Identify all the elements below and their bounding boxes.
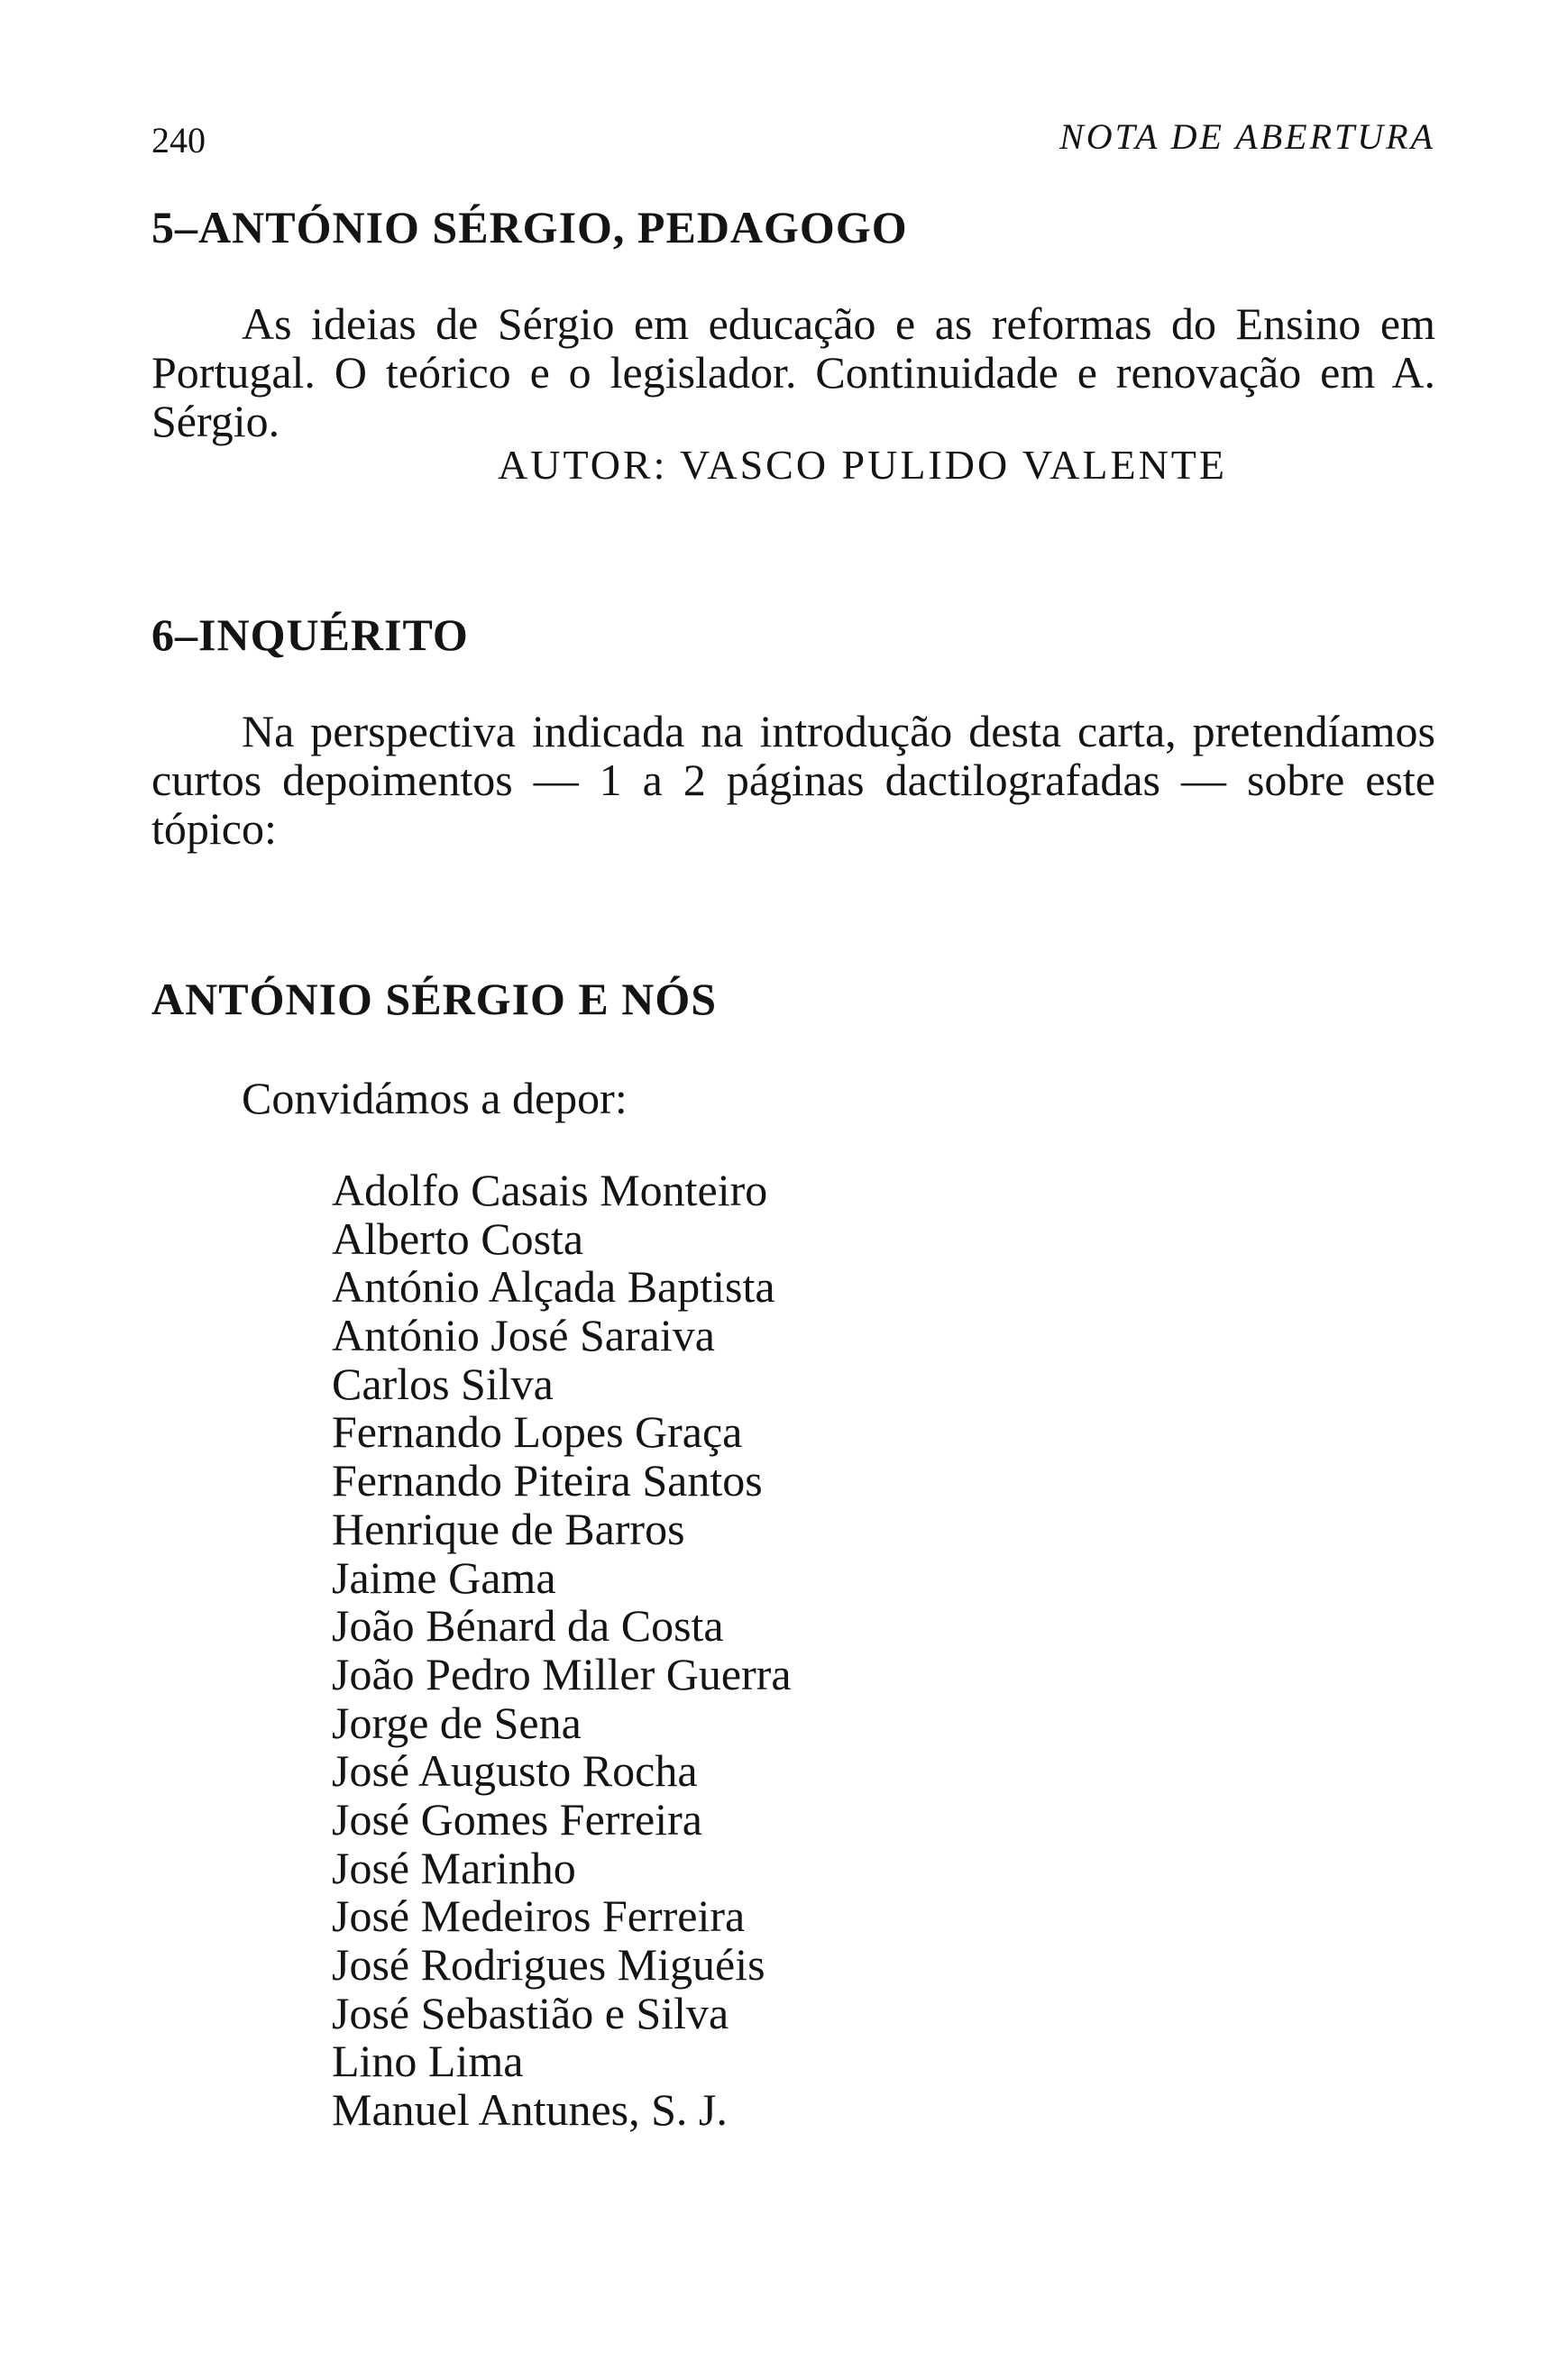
section-6-heading: 6–INQUÉRITO: [151, 609, 469, 660]
invitee-name: António Alçada Baptista: [332, 1261, 775, 1313]
invitee-name: Jorge de Sena: [332, 1697, 582, 1748]
invitee-list: [332, 1167, 792, 2135]
invite-label: Convidámos a depor:: [242, 1073, 628, 1123]
section-5-author: AUTOR: VASCO PULIDO VALENTE: [498, 442, 1228, 488]
invitee-name: José Gomes Ferreira: [332, 1793, 702, 1844]
invitee-name: Carlos Silva: [332, 1358, 554, 1409]
invitee-name: José Augusto Rocha: [332, 1745, 698, 1797]
running-head: NOTA DE ABERTURA: [1059, 116, 1435, 157]
invitee-name: José Rodrigues Miguéis: [332, 1939, 765, 1990]
section-5-heading: 5–ANTÓNIO SÉRGIO, PEDAGOGO: [151, 202, 908, 252]
invitee-name: Lino Lima: [332, 2036, 524, 2087]
section-5-paragraph-text: As ideias de Sérgio em educação e as reformas do Ensino em Portugal. O teórico e o legislador. Continuidade e renovação em A. Sérgio.: [151, 298, 1435, 446]
section-6-paragraph-text: Na perspectiva indicada na introdução desta carta, pretendíamos curtos depoimentos — 1 a 2 páginas dactilografadas — sobre este tópico:: [151, 706, 1435, 854]
invitee-name: José Medeiros Ferreira: [332, 1890, 746, 1942]
invitee-name: Alberto Costa: [332, 1213, 584, 1264]
invitee-name: Jaime Gama: [332, 1552, 556, 1603]
section-5-paragraph: [151, 299, 1435, 445]
invitee-name: Adolfo Casais Monteiro: [332, 1165, 768, 1215]
invitee-name: Manuel Antunes, S. J.: [332, 2084, 728, 2136]
invitee-name: Fernando Piteira Santos: [332, 1455, 763, 1506]
invitee-name: Henrique de Barros: [332, 1503, 685, 1554]
section-6-paragraph: [151, 707, 1435, 853]
invitee-name: António José Saraiva: [332, 1310, 715, 1361]
page-number: 240: [151, 120, 206, 160]
invitee-name: Fernando Lopes Graça: [332, 1406, 743, 1458]
invitee-name: João Bénard da Costa: [332, 1600, 724, 1652]
invitee-name: João Pedro Miller Guerra: [332, 1648, 792, 1699]
invitee-name: José Marinho: [332, 1842, 576, 1893]
invitee-name: José Sebastião e Silva: [332, 1987, 729, 2038]
topic-heading: ANTÓNIO SÉRGIO E NÓS: [151, 974, 718, 1024]
